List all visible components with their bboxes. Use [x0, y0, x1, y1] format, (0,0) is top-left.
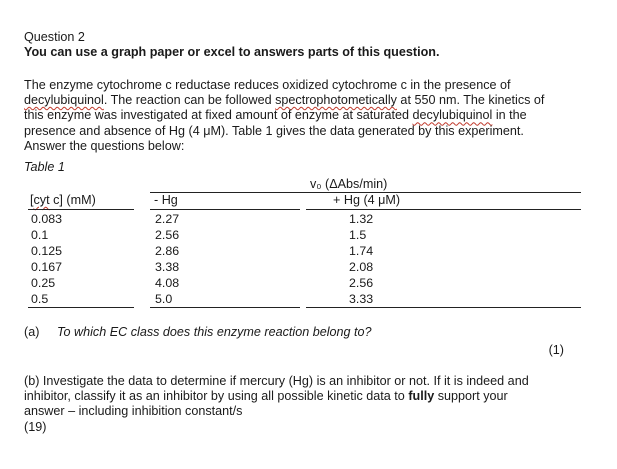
question-b-line-2	[24, 389, 574, 404]
intro-line-3-start: this enzyme was investigated at fixed amount of enzyme at saturated	[24, 108, 413, 123]
misspelled-word: spectrophotometically	[275, 93, 397, 108]
cell-concentration: 0.125	[31, 244, 63, 258]
col1-prefix: [	[30, 193, 34, 207]
cell-minus-hg: 5.0	[155, 292, 173, 306]
cell-minus-hg: 4.08	[155, 276, 180, 290]
cell-minus-hg: 2.86	[155, 244, 180, 258]
cell-plus-hg: 2.08	[349, 260, 374, 274]
question-b-marks: (19)	[24, 419, 47, 434]
velocity-header: v₀ (ΔAbs/min)	[310, 177, 388, 191]
cell-plus-hg: 3.33	[349, 292, 374, 306]
intro-line-2	[24, 93, 572, 108]
cell-concentration: 0.25	[31, 276, 56, 290]
question-b-line-2-start: inhibitor, classify it as an inhibitor by using all possible kinetic data to	[24, 389, 409, 404]
bottom-rule-3	[306, 307, 581, 308]
question-b-line-2-end: support your	[434, 389, 508, 404]
misspelled-word: cyt	[33, 193, 50, 207]
cell-plus-hg: 1.5	[349, 228, 367, 242]
intro-line-4: presence and absence of Hg (4 μM). Table 1 gives the data generated by this experiment.	[24, 123, 524, 138]
column-rule-3	[306, 209, 581, 210]
intro-line-2-end: at 550 nm. The kinetics of	[396, 93, 545, 108]
question-b-line-1: (b) Investigate the data to determine if mercury (Hg) is an inhibitor or not. If it is indeed and	[24, 374, 529, 388]
question-b-line-3: answer – including inhibition constant/s	[24, 404, 243, 419]
cell-concentration: 0.5	[31, 292, 49, 306]
table-caption: Table 1	[24, 160, 65, 174]
bottom-rule-2	[150, 307, 300, 308]
question-title: Question 2	[24, 30, 85, 44]
cell-minus-hg: 3.38	[155, 260, 180, 274]
cell-concentration: 0.167	[31, 260, 63, 274]
intro-line-3-end: in the	[492, 108, 527, 123]
column-header-concentration	[30, 193, 96, 207]
intro-line-5: Answer the questions below:	[24, 138, 185, 153]
cell-plus-hg: 2.56	[349, 276, 374, 290]
emphasis-fully: fully	[408, 389, 435, 404]
question-a-marks: (1)	[548, 343, 564, 357]
misspelled-word: decylubiquinol	[24, 93, 104, 108]
question-a-text: To which EC class does this enzyme reaction belong to?	[57, 325, 372, 339]
cell-concentration: 0.1	[31, 228, 49, 242]
bottom-rule-1	[28, 307, 134, 308]
intro-line-1: The enzyme cytochrome c reductase reduces oxidized cytochrome c in the presence of	[24, 78, 511, 92]
cell-minus-hg: 2.27	[155, 212, 180, 226]
column-rule-2	[150, 209, 300, 210]
question-a-label: (a)	[24, 325, 40, 339]
instruction-text: You can use a graph paper or excel to answers parts of this question.	[24, 45, 440, 59]
column-header-plus-hg: + Hg (4 μM)	[333, 193, 401, 207]
cell-plus-hg: 1.32	[349, 212, 374, 226]
cell-concentration: 0.083	[31, 212, 63, 226]
cell-plus-hg: 1.74	[349, 244, 374, 258]
cell-minus-hg: 2.56	[155, 228, 180, 242]
intro-paragraph	[24, 78, 572, 154]
intro-line-2-mid: . The reaction can be followed	[103, 93, 276, 108]
column-rule-1	[28, 209, 134, 210]
question-b	[24, 374, 574, 435]
column-header-minus-hg: - Hg	[154, 193, 178, 207]
col1-suffix: c] (mM)	[49, 193, 96, 207]
misspelled-word: decylubiquinol	[412, 108, 493, 123]
intro-line-3	[24, 108, 572, 123]
